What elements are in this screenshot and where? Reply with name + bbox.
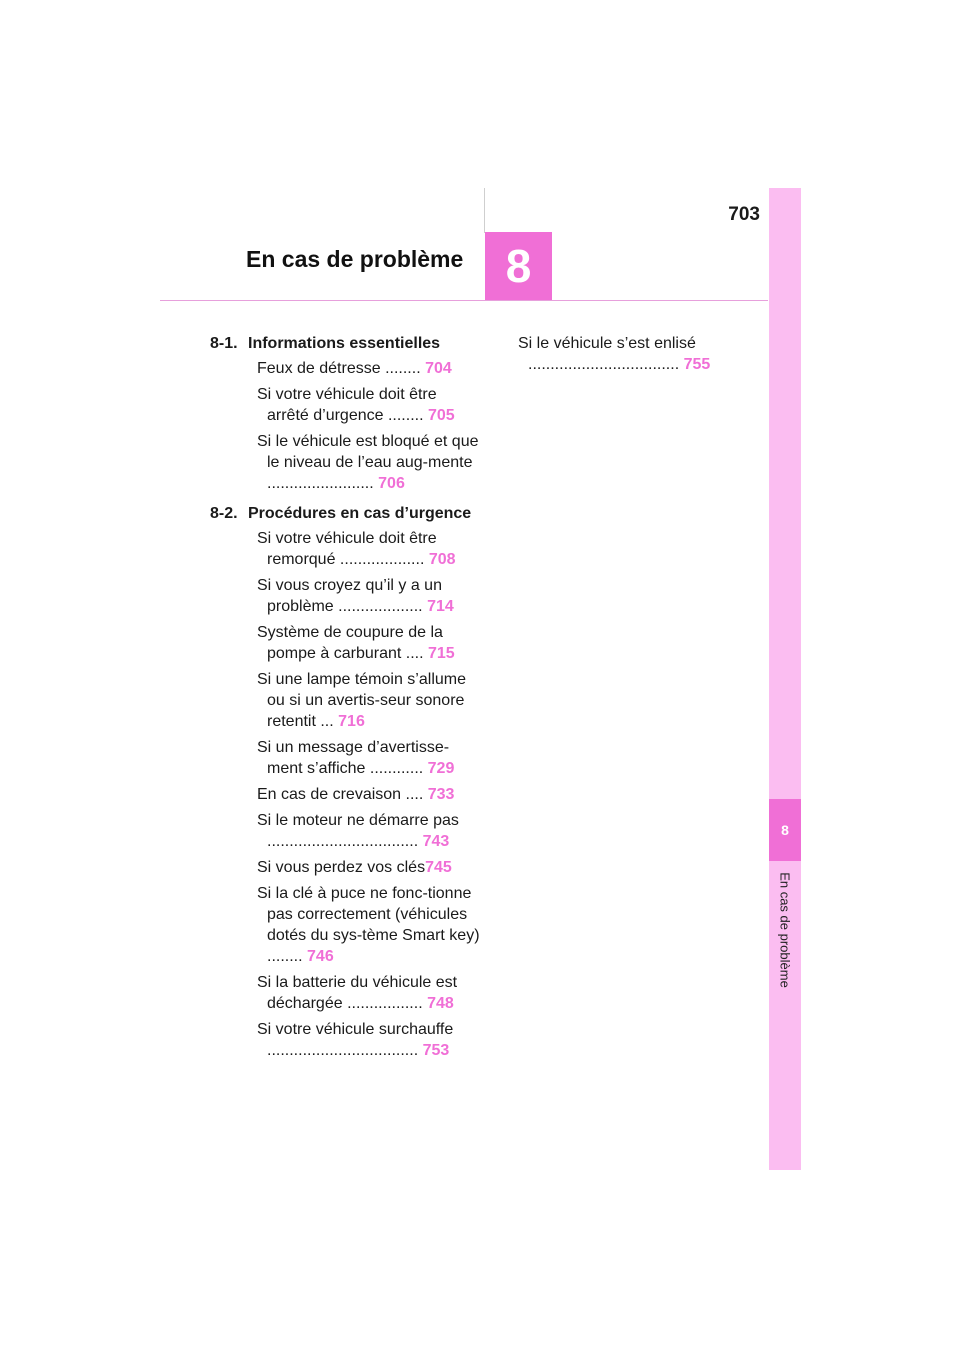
toc-entry-page[interactable]: 748 [427,995,454,1012]
toc-entry-text: En cas de crevaison .... [257,786,428,803]
toc-entry-text: Si une lampe témoin s’allume ou si un avertis-seur sonore retentit ... [257,671,466,730]
toc-entry-page[interactable]: 716 [338,713,365,730]
header-divider-horizontal [160,300,768,301]
section-title: Informations essentielles [248,335,441,352]
toc-entry[interactable] [210,669,480,732]
toc-entry-page[interactable]: 729 [427,760,455,777]
toc-entry-text: Si vous croyez qu’il y a un problème ................... [257,577,442,615]
toc-entry-page[interactable]: 753 [422,1042,450,1059]
section-title: Procédures en cas d’urgence [248,505,472,522]
toc-entry-text: Si un message d’avertisse-ment s’affiche ............ [257,739,450,777]
toc-right-column [518,333,748,380]
toc-entry-page[interactable]: 745 [425,859,452,876]
toc-entry-text: Si le véhicule s’est enlisé .................................. [518,335,696,373]
side-tab [769,188,801,1170]
toc-entry-page[interactable]: 705 [427,407,455,424]
toc-entry[interactable] [210,431,480,494]
toc-entry-text: Système de coupure de la pompe à carburant .... [257,624,443,662]
page-number: 703 [728,204,760,225]
toc-entry[interactable] [210,622,480,664]
chapter-number-box: 8 [485,232,552,300]
toc-section-heading [210,503,480,524]
toc-entry-text: Si la batterie du véhicule est déchargée ................. [257,974,458,1012]
side-tab-label: En cas de problème [777,872,793,988]
toc-entry[interactable] [210,857,480,878]
toc-entry-page[interactable]: 746 [307,948,334,965]
toc-entry-text: Si le véhicule est bloqué et que le niveau de l’eau aug-mente ........................ [257,433,479,492]
toc-entry[interactable] [210,358,480,379]
chapter-title: En cas de problème [246,246,464,272]
toc-entry-page[interactable]: 706 [378,475,405,492]
toc-entry[interactable] [210,972,480,1014]
toc-left-column [210,333,480,1066]
toc-entry-page[interactable]: 704 [425,360,452,377]
toc-entry[interactable] [210,575,480,617]
section-number: 8-1. [210,335,238,352]
toc-entry-page[interactable]: 733 [427,786,455,803]
toc-entry[interactable] [210,737,480,779]
toc-entry-text: Si votre véhicule doit être remorqué ................... [257,530,437,568]
toc-entry-page[interactable]: 755 [683,356,711,373]
toc-entry-text: Si la clé à puce ne fonc-tionne pas correctement (véhicules dotés du sys-tème Smart key) ........ [257,885,480,965]
toc-entry-text: Feux de détresse ........ [257,360,426,377]
toc-entry-text: Si vous perdez vos clés [257,859,426,876]
toc-entry-page[interactable]: 708 [428,551,456,568]
toc-entry[interactable] [210,784,480,805]
toc-entry-page[interactable]: 715 [427,645,455,662]
side-tab-number: 8 [769,799,801,861]
toc-entry[interactable] [518,333,748,375]
toc-entry[interactable] [210,384,480,426]
header-divider-vertical [484,188,485,233]
toc-entry-text: Si votre véhicule surchauffe .................................. [257,1021,454,1059]
toc-entry-page[interactable]: 714 [427,598,454,615]
toc-entry[interactable] [210,883,480,967]
toc-section-heading [210,333,480,354]
toc-entry-text: Si le moteur ne démarre pas .................................. [257,812,459,850]
toc-entry-page[interactable]: 743 [422,833,450,850]
toc-entry[interactable] [210,528,480,570]
toc-entry[interactable] [210,1019,480,1061]
toc-entry-text: Si votre véhicule doit être arrêté d’urgence ........ [257,386,437,424]
section-number: 8-2. [210,505,238,522]
toc-entry[interactable] [210,810,480,852]
